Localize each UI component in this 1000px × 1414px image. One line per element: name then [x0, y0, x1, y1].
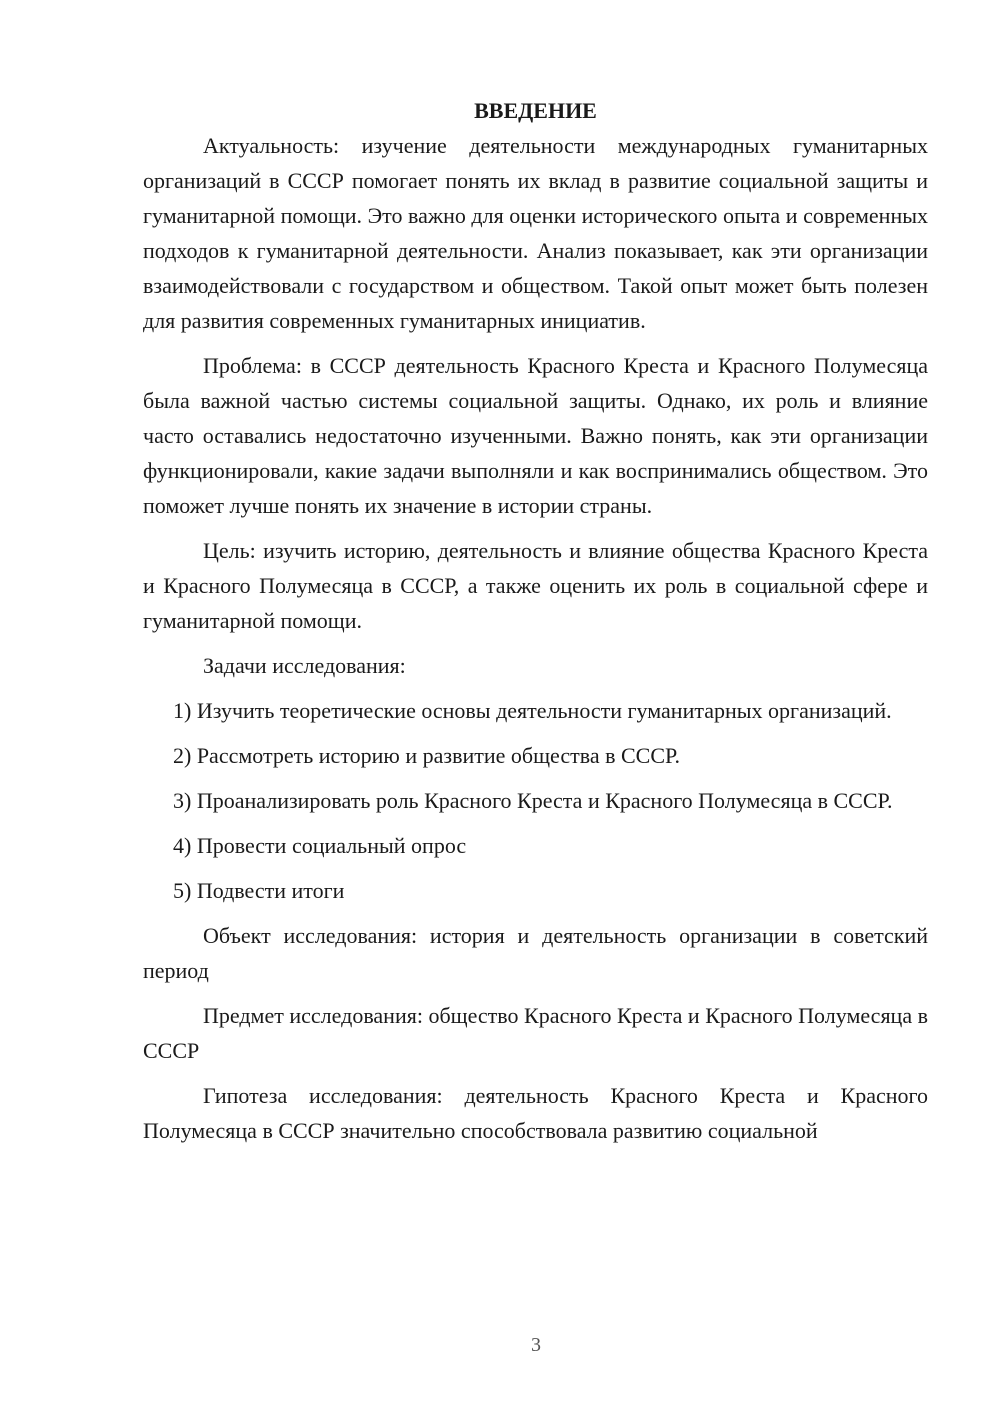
tasks-list — [143, 693, 928, 908]
paragraph-object: Объект исследования: история и деятельность организации в советский период — [143, 923, 928, 983]
task-item: 3) Проанализировать роль Красного Креста и Красного Полумесяца в СССР. — [173, 788, 893, 813]
page-number: 3 — [531, 1334, 541, 1356]
task-item: 2) Рассмотреть историю и развитие общества в СССР. — [173, 743, 680, 768]
task-item: 4) Провести социальный опрос — [173, 833, 467, 858]
tasks-title: Задачи исследования: — [203, 653, 406, 678]
document-body — [143, 93, 928, 1158]
task-item: 1) Изучить теоретические основы деятельности гуманитарных организаций. — [173, 698, 892, 723]
paragraph-goal: Цель: изучить историю, деятельность и влияние общества Красного Креста и Красного Полумесяца в СССР, а также оценить их роль в социальной сфере и гуманитарной помощи. — [143, 538, 928, 633]
paragraph-relevance: Актуальность: изучение деятельности международных гуманитарных организаций в СССР помогает понять их вклад в развитие социальной защиты и гуманитарной помощи. Это важно для оценки исторического опыта и современных подходов к гуманитарной деятельности. Анализ показывает, как эти организации взаимодействовали с государством и обществом. Такой опыт может быть полезен для развития современных гуманитарных инициатив. — [143, 133, 928, 333]
paragraph-subject: Предмет исследования: общество Красного Креста и Красного Полумесяца в СССР — [143, 1003, 928, 1063]
section-heading: ВВЕДЕНИЕ — [474, 98, 597, 123]
paragraph-hypothesis: Гипотеза исследования: деятельность Красного Креста и Красного Полумесяца в СССР значительно способствовала развитию социальной — [143, 1083, 928, 1143]
paragraph-problem: Проблема: в СССР деятельность Красного Креста и Красного Полумесяца была важной частью системы социальной защиты. Однако, их роль и влияние часто оставались недостаточно изученными. Важно понять, как эти организации функционировали, какие задачи выполняли и как воспринимались обществом. Это поможет лучше понять их значение в истории страны. — [143, 353, 928, 518]
task-item: 5) Подвести итоги — [173, 878, 345, 903]
